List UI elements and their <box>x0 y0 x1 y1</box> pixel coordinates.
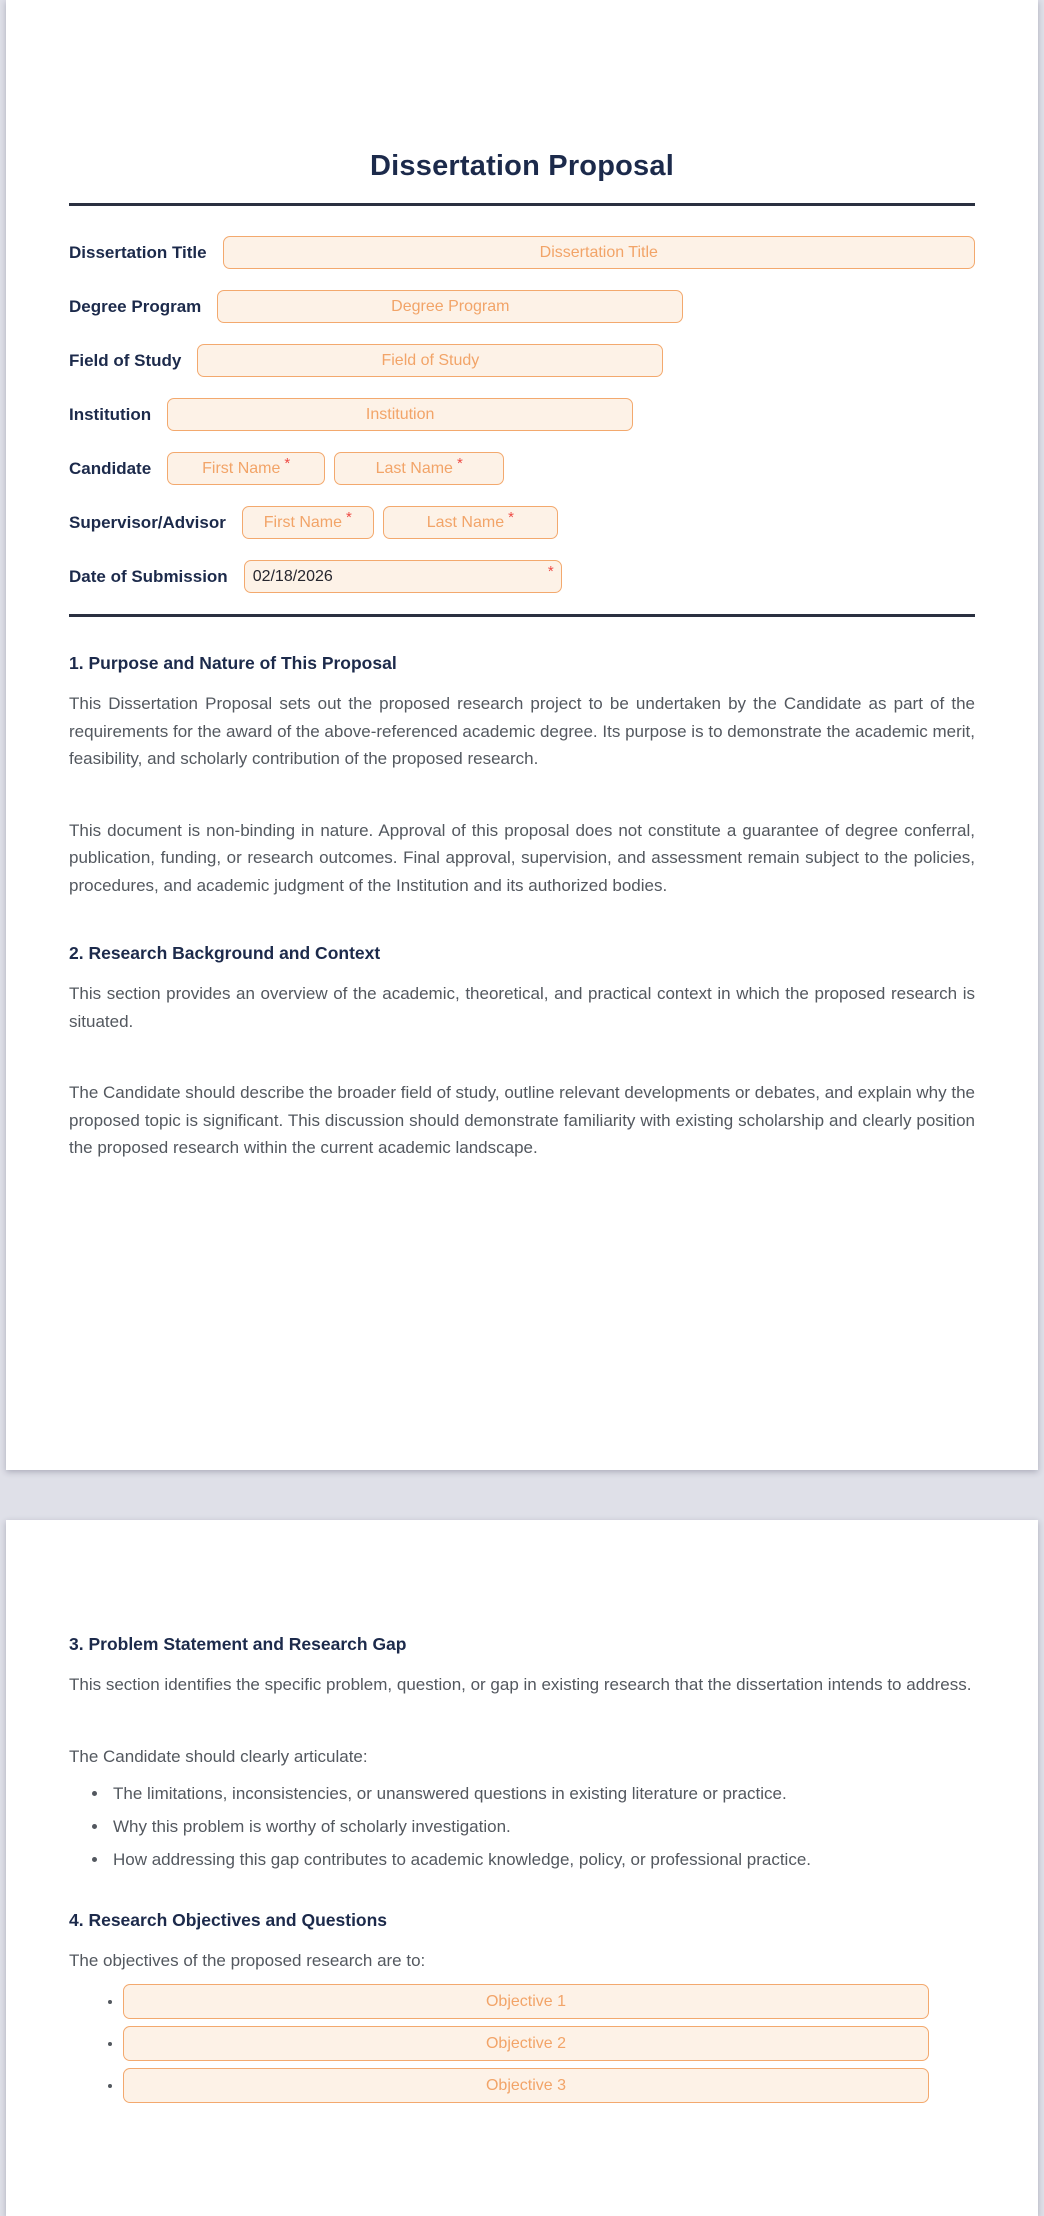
candidate-first-name-placeholder: First Name * <box>202 455 291 477</box>
objective-item <box>123 2068 975 2103</box>
form-row-supervisor <box>69 506 975 539</box>
supervisor-last-name-wrap <box>383 506 558 539</box>
candidate-last-name-placeholder: Last Name * <box>375 455 463 477</box>
document-title: Dissertation Proposal <box>370 150 674 182</box>
form-row-submission-date <box>69 560 975 593</box>
section-1-heading: 1. Purpose and Nature of This Proposal <box>69 653 397 673</box>
required-asterisk: * <box>508 509 514 526</box>
supervisor-last-name-placeholder: Last Name * <box>426 509 514 531</box>
candidate-first-name-wrap <box>167 452 325 485</box>
page-1 <box>6 0 1038 1470</box>
objective-item <box>123 2026 975 2061</box>
degree-program-input[interactable] <box>217 290 683 323</box>
candidate-last-name-input[interactable] <box>334 452 504 485</box>
supervisor-first-name-wrap <box>242 506 374 539</box>
bullet-item: • Why this problem is worthy of scholarly investigation. <box>109 1813 975 1840</box>
candidate-first-name-input[interactable] <box>167 452 325 485</box>
title-divider <box>69 203 975 206</box>
form-section-divider <box>69 614 975 617</box>
section-4-heading: 4. Research Objectives and Questions <box>69 1909 388 1930</box>
required-asterisk: * <box>346 509 352 526</box>
section-2-paragraph-1: This section provides an overview of the academic, theoretical, and practical context in which the proposed research is situated. <box>69 984 975 1031</box>
bullet-item: • The limitations, inconsistencies, or unanswered questions in existing literature or practice. <box>109 1780 975 1807</box>
supervisor-first-name-input[interactable] <box>242 506 374 539</box>
objective-3-input[interactable] <box>123 2068 929 2103</box>
section-1-paragraph-2: This document is non-binding in nature. Approval of this proposal does not constitute a guarantee of degree conferral, publication, funding, or research outcomes. Final approval, supervision, and assessment remain subject to the policies, procedures, and academic judgment of the Institution and its authorized bodies. <box>69 820 975 895</box>
supervisor-label: Supervisor/Advisor <box>69 512 226 532</box>
page-2-content <box>6 1520 1038 2103</box>
supervisor-first-name-placeholder: First Name * <box>263 509 352 531</box>
objective-2-input[interactable] <box>123 2026 929 2061</box>
objective-1-input[interactable] <box>123 1984 929 2019</box>
required-asterisk: * <box>547 563 554 580</box>
page-gap <box>0 1470 1044 1520</box>
section-3-bullet-list <box>69 1780 975 1874</box>
submission-date-input[interactable] <box>244 560 562 593</box>
submission-date-wrap <box>244 560 562 593</box>
section-2-paragraph-2: The Candidate should describe the broader field of study, outline relevant developments or debates, and explain why the proposed topic is significant. This discussion should demonstrate familiarity with existing scholarship and clearly position the proposed research within the current academic landscape. <box>69 1083 975 1158</box>
bullet-item: • How addressing this gap contributes to academic knowledge, policy, or professional practice. <box>109 1846 975 1873</box>
section-3-heading: 3. Problem Statement and Research Gap <box>69 1634 407 1654</box>
page-2 <box>6 1520 1038 2216</box>
degree-program-label: Degree Program <box>69 296 202 316</box>
field-of-study-input[interactable] <box>197 344 663 377</box>
required-asterisk: * <box>284 455 291 472</box>
form-row-institution <box>69 398 975 431</box>
form-row-field-of-study <box>69 344 975 377</box>
institution-label: Institution <box>69 404 152 424</box>
required-asterisk: * <box>456 455 463 472</box>
supervisor-last-name-input[interactable] <box>383 506 558 539</box>
section-3-paragraph-1: This section identifies the specific problem, question, or gap in existing research that the dissertation intends to address. <box>69 1675 972 1694</box>
form-row-degree-program <box>69 290 975 323</box>
dissertation-title-label: Dissertation Title <box>69 242 207 262</box>
section-1-paragraph-1: This Dissertation Proposal sets out the proposed research project to be undertaken by the Candidate as part of the requirements for the award of the above-referenced academic degree. Its purpose is to demonstrate the academic merit, feasibility, and scholarly contribution of the proposed research. <box>69 694 975 769</box>
objective-item <box>123 1984 975 2019</box>
section-4-lead: The objectives of the proposed research are to: <box>69 1950 426 1970</box>
candidate-last-name-wrap <box>334 452 504 485</box>
institution-input[interactable] <box>167 398 633 431</box>
form-row-dissertation-title <box>69 236 975 269</box>
form-row-candidate <box>69 452 975 485</box>
submission-date-label: Date of Submission <box>69 566 228 586</box>
section-3-lead: The Candidate should clearly articulate: <box>69 1746 368 1766</box>
candidate-label: Candidate <box>69 458 152 478</box>
objective-list <box>69 1984 975 2103</box>
dissertation-title-input[interactable] <box>223 236 975 269</box>
field-of-study-label: Field of Study <box>69 350 182 370</box>
section-2-heading: 2. Research Background and Context <box>69 943 381 964</box>
page-1-content <box>6 0 1038 1162</box>
